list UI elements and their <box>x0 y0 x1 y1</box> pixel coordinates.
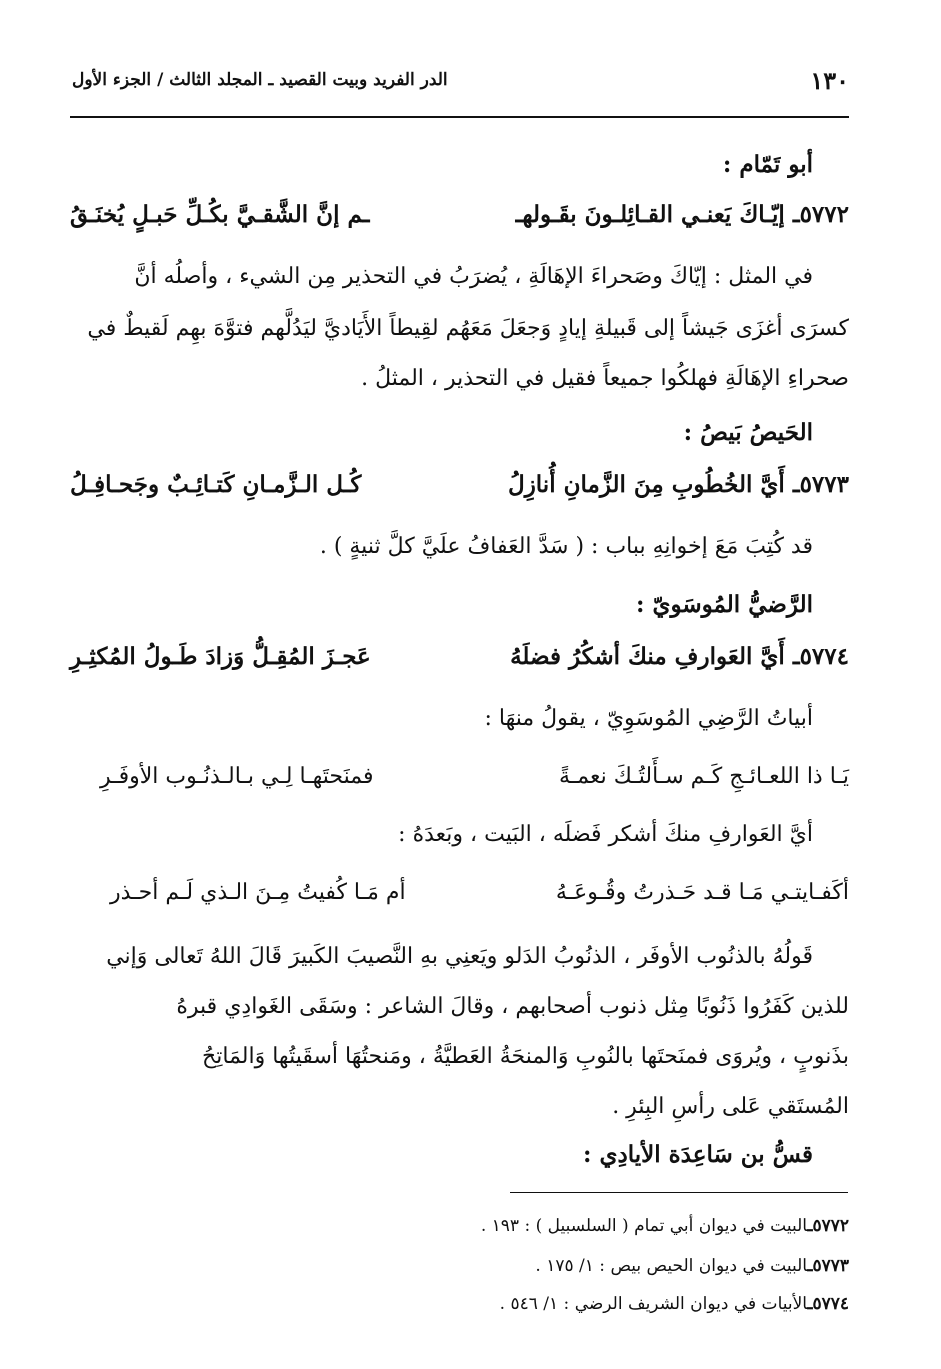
commentary-line: صحراءِ الإهَالَةِ فهلكُوا جميعاً فقيل في التحذير ، المثلُ . <box>361 366 849 391</box>
footnote-number: ٥٧٧٢ـ <box>807 1216 849 1236</box>
commentary-line: قد كُتِبَ مَعَ إخوانِهِ بباب : ( سَدَّ العَفافُ علَيَّ كلَّ ثنيةٍ ) . <box>319 534 813 559</box>
verse-number: ٥٧٧٢ـ <box>792 201 849 228</box>
footnote-divider <box>510 1192 848 1193</box>
commentary-line: للذين كَفَرُوا ذَنُوبًا مِثل ذنوب أصحابهم ، وقالَ الشاعر : وسَقَى الغَوادِي قبرهُ <box>176 994 849 1019</box>
header-divider <box>70 116 849 118</box>
verse-number: ٥٧٧٤ـ <box>792 643 849 670</box>
verse-second-hemistich: كُـل الـزَّمـانِ كَتـائِـبٌ وجَحـافِـلُ <box>70 471 362 498</box>
footnote-text: البيت في ديوان أبي تمام ( السلسبيل ) : ١٩٣ . <box>480 1216 808 1236</box>
verse-first-hemistich: أكَفـايتـي مَـا قـد حَـذرتُ وقُـوعَـهُ <box>555 880 849 905</box>
commentary-line: في المثل : إيّاكَ وصَحراءَ الإهَالَةِ ، يُضرَبُ في التحذير مِن الشيء ، وأصلُه أنَّ <box>134 264 813 289</box>
verse-second-hemistich: عَجـزَ المُقِـلُّ وَزادَ طَـولُ المُكثِـرِ <box>70 643 371 670</box>
verse-first-hemistich: أَيَّ الخُطُوبِ مِنَ الزَّمانِ أُنازِلُ <box>507 471 785 498</box>
running-header <box>72 66 849 100</box>
footnote <box>500 1294 849 1314</box>
poet-name: أبو تَمّام : <box>722 151 813 178</box>
running-title: الدر الفريد وبيت القصيد ـ المجلد الثالث / الجزء الأول <box>72 70 448 90</box>
verse-second-hemistich: ـم إنَّ الشَّقـيَّ بكُـلِّ حَبـلٍ يُخنَـقُ <box>70 201 370 228</box>
commentary-line: قَولُهُ بالذنُوب الأوفَر ، الذنُوبُ الدَلو ويَعنِي بهِ النَّصيبَ الكَبيرَ قَالَ اللهُ تَعالى وَإني <box>106 944 813 969</box>
verse-first-hemistich: أَيَّ العَوارفِ منكَ أشكُرُ فضلَهُ <box>510 643 785 670</box>
poet-name: قسُّ بن سَاعِدَة الأيادِي : <box>582 1141 813 1168</box>
verse-second-hemistich: أم مَـا كُفيتُ مِـنَ الـذي لَـم أحـذر <box>110 880 406 905</box>
footnote-text: البيت في ديوان الحيص بيص : ١/ ١٧٥ . <box>535 1256 808 1276</box>
footnote-number: ٥٧٧٣ـ <box>807 1256 849 1276</box>
footnote <box>481 1216 849 1236</box>
commentary-line: المُستَقي عَلى رأسِ البِئرِ . <box>612 1094 849 1119</box>
commentary-line: كسرَى أغزَى جَيشاً إلى قَبيلةِ إيادٍ وَجعَلَ مَعَهُم لقِيطاً الأَيَاديَّ ليَدُلَّهم فتوَّهَ بهِم لَقيطٌ في <box>87 316 849 341</box>
commentary-line: أيَّ العَوارفِ منكَ أشكر فَضلَه ، البَيت ، وبَعدَهُ : <box>398 822 813 847</box>
footnote <box>535 1256 849 1276</box>
verse-first-hemistich: يَـا ذا اللعـائـجِ كَـم سـأَلتُـكَ نعمـةً <box>559 764 849 789</box>
verse-second-hemistich: فمنَحتَهـا لِـي بـالـذنُـوب الأوفَـرِ <box>100 764 374 789</box>
commentary-line: بذَنوبٍ ، ويُروَى فمنَحتَها بالنُوبِ وَالمنحَةُ العَطيَّةُ ، ومَنحتُهَا أسقَيتُها وَالمَاتِحُ <box>202 1044 849 1069</box>
commentary-line: أبياتُ الرَّضِي المُوسَوِيّ ، يقولُ منهَا : <box>484 706 813 731</box>
poet-name: الحَيصُ بَيصُ : <box>683 419 813 446</box>
footnote-text: الأبيات في ديوان الشريف الرضي : ١/ ٥٤٦ . <box>499 1294 808 1314</box>
verse-number: ٥٧٧٣ـ <box>792 471 849 498</box>
verse-first-hemistich: إيّـاكَ يَعنـي القـائِلـونَ بقَـولهـ <box>515 201 785 228</box>
poet-name: الرَّضيُّ المُوسَويّ : <box>635 591 813 618</box>
page-number: ١٣٠ <box>810 66 849 95</box>
footnote-number: ٥٧٧٤ـ <box>807 1294 849 1314</box>
